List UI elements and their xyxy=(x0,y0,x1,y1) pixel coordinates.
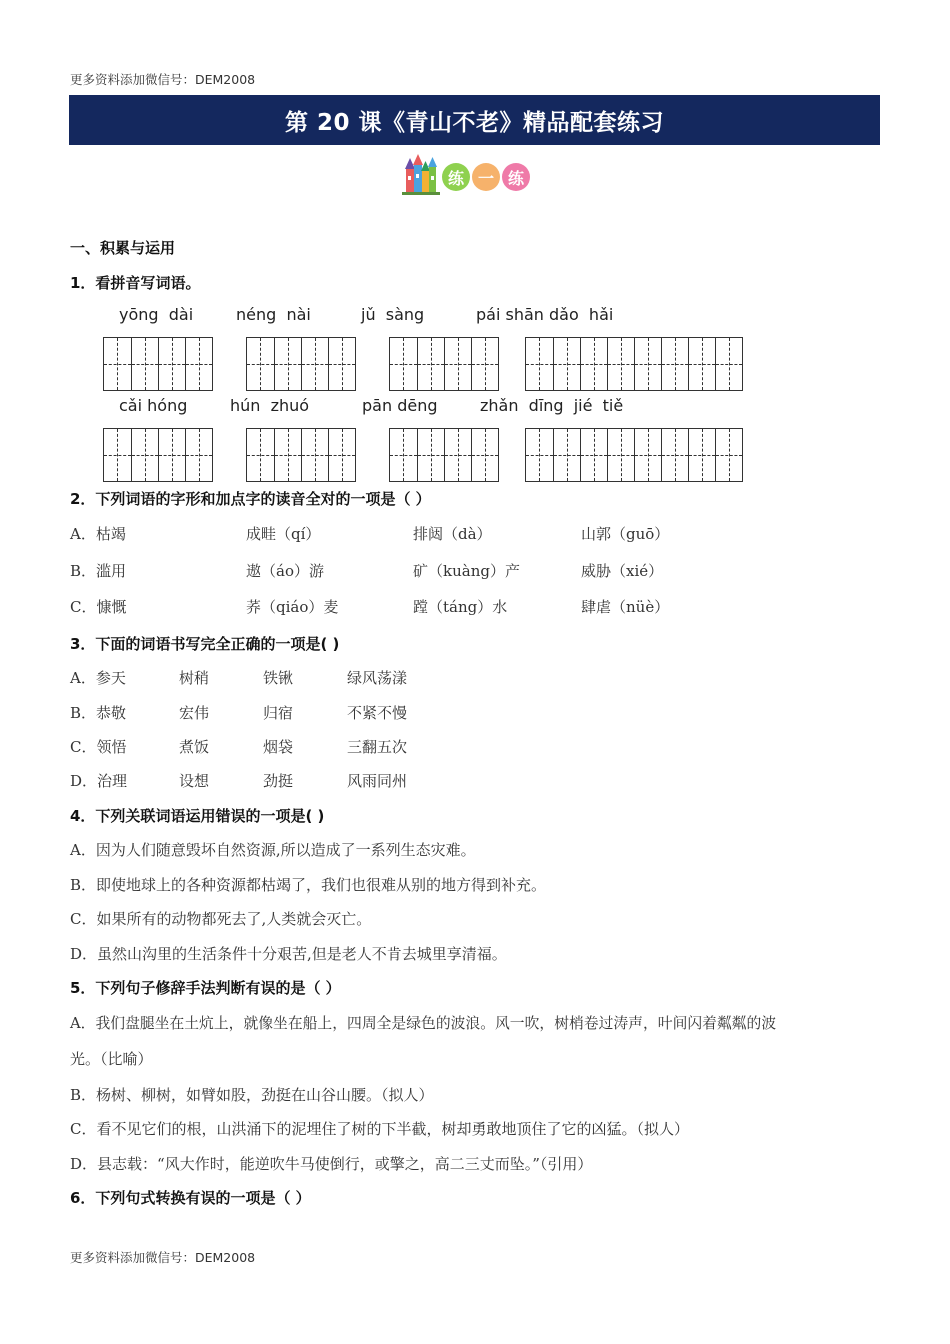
option-cell: A．参天 xyxy=(70,669,126,687)
option-cell: A．枯竭 xyxy=(70,525,126,543)
option-line: C．如果所有的动物都死去了,人类就会灭亡。 xyxy=(70,910,372,928)
option-cell: D．治理 xyxy=(70,772,128,790)
footer-note: 更多资料添加微信号：DEM2008 xyxy=(70,1250,256,1265)
option-cell: 矿（kuàng）产 xyxy=(413,562,520,580)
option-line: B．杨树、柳树，如臂如股，劲挺在山谷山腰。（拟人） xyxy=(70,1086,434,1104)
pinyin: jǔ sàng xyxy=(361,305,425,324)
option-cell: 煮饭 xyxy=(179,738,210,756)
option-cell: B．滥用 xyxy=(70,562,127,580)
q6-stem: 6．下列句式转换有误的一项是（ ） xyxy=(70,1189,311,1207)
pinyin: zhǎn dīng jié tiě xyxy=(480,396,624,415)
writing-grid[interactable] xyxy=(246,337,356,391)
logo-char-3: 练 xyxy=(502,163,530,191)
option-line: A．我们盘腿坐在土炕上，就像坐在船上，四周全是绿色的波浪。风一吹，树梢卷过涛声，叶间闪着粼粼的波 xyxy=(70,1015,777,1032)
option-cell: 排闼（dà） xyxy=(413,525,492,543)
option-cell: 荞（qiáo）麦 xyxy=(246,598,339,616)
option-cell: C．领悟 xyxy=(70,738,127,756)
writing-grid[interactable] xyxy=(525,428,743,482)
option-cell: 山郭（guō） xyxy=(581,525,670,543)
pinyin: cǎi hóng xyxy=(119,396,188,415)
option-cell: 设想 xyxy=(179,772,210,790)
header-note: 更多资料添加微信号：DEM2008 xyxy=(70,72,256,87)
option-cell: 劲挺 xyxy=(263,772,294,790)
option-line: 光。（比喻） xyxy=(70,1050,153,1068)
q2-stem: 2．下列词语的字形和加点字的读音全对的一项是（ ） xyxy=(70,490,431,508)
option-cell: 肆虐（nüè） xyxy=(581,598,670,616)
option-cell: 成畦（qí） xyxy=(246,525,321,543)
writing-grid[interactable] xyxy=(389,337,499,391)
option-line: D．虽然山沟里的生活条件十分艰苦,但是老人不肯去城里享清福。 xyxy=(70,945,507,963)
pinyin: néng nài xyxy=(236,305,311,324)
pinyin: pái shān dǎo hǎi xyxy=(476,305,614,324)
option-cell: 铁锹 xyxy=(263,669,294,687)
option-cell: 不紧不慢 xyxy=(347,704,408,722)
logo-char-1: 练 xyxy=(442,163,470,191)
writing-grid[interactable] xyxy=(525,337,743,391)
writing-grid[interactable] xyxy=(246,428,356,482)
pinyin: hún zhuó xyxy=(230,396,310,415)
option-cell: 三翻五次 xyxy=(347,738,408,756)
option-cell: 威胁（xié） xyxy=(581,562,664,580)
option-cell: 风雨同州 xyxy=(347,772,408,790)
writing-grid[interactable] xyxy=(103,337,213,391)
pinyin: yōng dài xyxy=(119,305,194,324)
option-cell: B．恭敬 xyxy=(70,704,127,722)
q5-stem: 5．下列句子修辞手法判断有误的是（ ） xyxy=(70,979,341,997)
logo-char-2: 一 xyxy=(472,163,500,191)
option-cell: 树稍 xyxy=(179,669,210,687)
q1-stem: 1．看拼音写词语。 xyxy=(70,274,201,292)
writing-grid[interactable] xyxy=(389,428,499,482)
option-cell: 烟袋 xyxy=(263,738,294,756)
option-line: D．县志载：“风大作时，能逆吹牛马使倒行，或擎之，高二三丈而坠。”（引用） xyxy=(70,1155,593,1173)
writing-grid[interactable] xyxy=(103,428,213,482)
option-cell: 归宿 xyxy=(263,704,294,722)
option-cell: 宏伟 xyxy=(179,704,210,722)
q3-stem: 3．下面的词语书写完全正确的一项是( ) xyxy=(70,635,340,653)
option-line: C．看不见它们的根，山洪涌下的泥埋住了树的下半截，树却勇敢地顶住了它的凶猛。（拟人） xyxy=(70,1120,689,1138)
page-title: 第 20 课《青山不老》精品配套练习 xyxy=(69,95,880,145)
option-line: A．因为人们随意毁坏自然资源,所以造成了一系列生态灾难。 xyxy=(70,841,476,859)
option-cell: 蹚（táng）水 xyxy=(413,598,508,616)
practice-logo xyxy=(400,152,540,198)
q4-stem: 4．下列关联词语运用错误的一项是( ) xyxy=(70,807,325,825)
option-line: B．即使地球上的各种资源都枯竭了，我们也很难从别的地方得到补充。 xyxy=(70,876,547,894)
section-heading: 一、积累与运用 xyxy=(70,239,176,257)
option-cell: C．慷慨 xyxy=(70,598,127,616)
option-cell: 遨（áo）游 xyxy=(246,562,324,580)
option-cell: 绿风荡漾 xyxy=(347,669,408,687)
pinyin: pān dēng xyxy=(362,396,438,415)
